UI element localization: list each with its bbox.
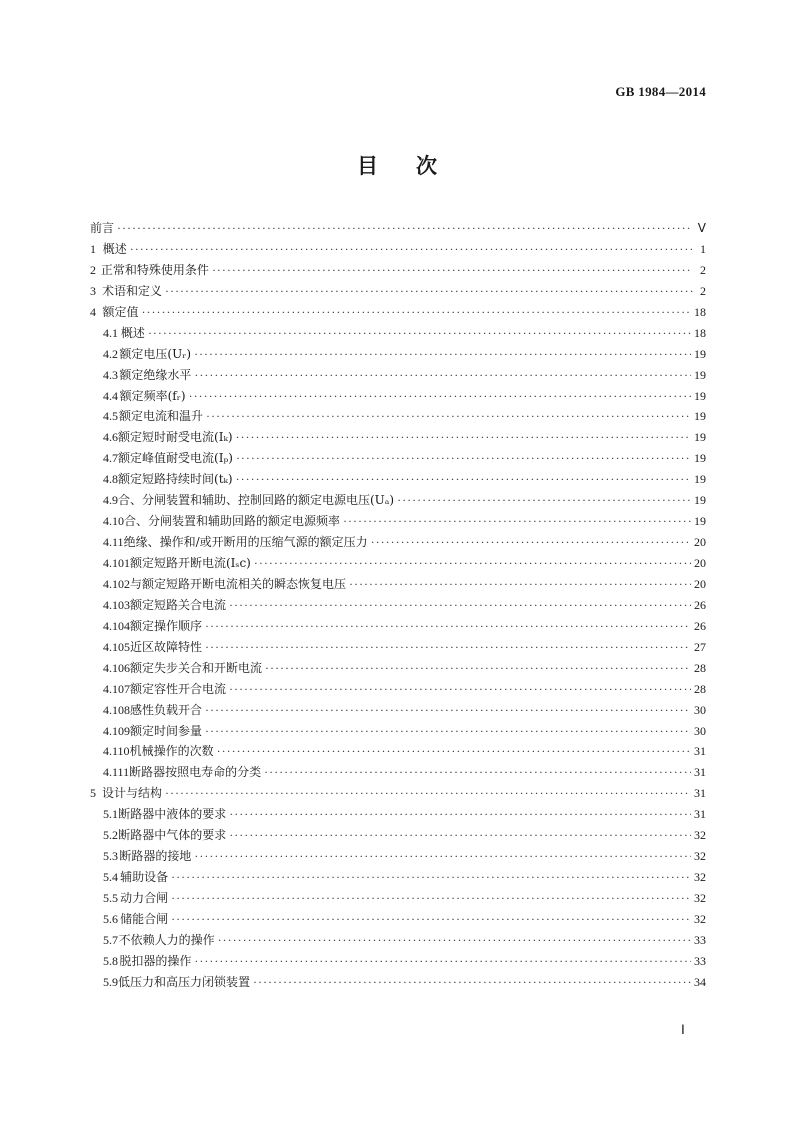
toc-entry-label: 储能合闸 (120, 911, 169, 926)
toc-leader-dots (212, 260, 693, 281)
toc-entry-page: 32 (694, 849, 706, 864)
toc-entry[interactable] (90, 281, 706, 302)
toc-leader-dots (205, 721, 691, 742)
toc-leader-dots (253, 972, 691, 993)
toc-entry-label: 额定频率(fᵣ) (119, 388, 186, 403)
toc-entry-page: 31 (694, 744, 706, 759)
toc-entry-page: 30 (694, 723, 706, 738)
toc-entry-label: 额定短路持续时间(tₖ) (118, 472, 233, 487)
toc-entry-number: 5.4 (103, 870, 118, 885)
toc-entry-label: 额定短时耐受电流(Iₖ) (118, 430, 233, 445)
toc-leader-dots (349, 574, 691, 595)
toc-entry-number: 4.110 (103, 744, 130, 759)
toc-leader-dots (236, 427, 691, 448)
toc-entry-label: 近区故障特性 (130, 639, 203, 654)
toc-leader-dots (264, 762, 691, 783)
toc-entry-page: 1 (700, 241, 706, 256)
toc-entry-number: 4.111 (103, 765, 130, 780)
toc-entry[interactable] (90, 825, 706, 846)
toc-entry-label: 合、分闸装置和辅助、控制回路的额定电源电压(Uₐ) (118, 493, 395, 508)
toc-entry[interactable] (90, 741, 706, 762)
toc-leader-dots (397, 490, 691, 511)
toc-entry[interactable] (90, 658, 706, 679)
toc-leader-dots (229, 679, 691, 700)
toc-entry-page: 19 (694, 430, 706, 445)
toc-entry[interactable] (90, 574, 706, 595)
toc-leader-dots (171, 867, 691, 888)
toc-entry-page: 20 (694, 556, 706, 570)
toc-entry[interactable] (90, 783, 706, 804)
toc-entry-page: 30 (694, 702, 706, 717)
toc-entry-number: 4 (90, 304, 96, 319)
toc-entry-label: 与额定短路开断电流相关的瞬态恢复电压 (130, 576, 347, 591)
toc-entry-page: 18 (694, 304, 706, 319)
toc-entry-label: 额定失步关合和开断电流 (130, 660, 263, 675)
toc-list (90, 218, 706, 993)
toc-entry-number: 4.1 (103, 325, 118, 340)
toc-entry-page: 28 (694, 681, 706, 696)
toc-entry-label: 动力合闸 (120, 891, 169, 905)
toc-entry-page: 20 (694, 535, 706, 550)
toc-entry-number: 4.106 (103, 660, 130, 675)
toc-entry[interactable] (90, 951, 706, 972)
toc-entry-label: 感性负载开合 (130, 702, 203, 717)
toc-entry[interactable] (90, 867, 706, 888)
toc-leader-dots (254, 553, 691, 574)
toc-entry-number: 4.6 (103, 430, 118, 445)
toc-entry-label: 不依赖人力的操作 (118, 932, 215, 947)
toc-entry-number: 4.11 (103, 535, 124, 550)
toc-entry-label: 额定短路开断电流(Iₛc) (130, 556, 251, 570)
toc-title-char-2: 次 (416, 153, 437, 178)
toc-entry-number: 5.1 (103, 807, 118, 822)
toc-leader-dots (117, 218, 693, 239)
toc-entry[interactable] (90, 344, 706, 365)
toc-entry-number: 4.101 (103, 556, 130, 570)
toc-entry-number: 5.7 (103, 932, 118, 947)
toc-leader-dots (194, 344, 691, 365)
page-number-footer: Ⅰ (681, 1022, 685, 1037)
toc-leader-dots (206, 406, 691, 427)
toc-entry-label: 额定绝缘水平 (119, 367, 192, 382)
toc-entry[interactable] (90, 930, 706, 951)
toc-entry-page: Ⅴ (697, 221, 706, 235)
toc-entry-label: 低压力和高压力闭锁装置 (118, 974, 251, 989)
toc-entry-label: 术语和定义 (101, 283, 162, 298)
toc-leader-dots (229, 825, 691, 846)
toc-entry[interactable] (90, 490, 706, 511)
toc-entry-page: 19 (694, 472, 706, 487)
toc-title-char-1: 目 (357, 153, 378, 178)
toc-leader-dots (194, 846, 691, 867)
toc-entry[interactable] (90, 427, 706, 448)
toc-entry-page: 19 (694, 514, 706, 529)
toc-entry-label: 额定操作顺序 (130, 618, 203, 633)
toc-entry[interactable] (90, 218, 706, 239)
toc-entry-label: 额定值 (102, 304, 139, 319)
toc-entry-label: 断路器按照电寿命的分类 (129, 765, 262, 780)
toc-entry-page: 31 (694, 786, 706, 801)
toc-entry-number: 4.103 (103, 597, 130, 612)
toc-entry[interactable] (90, 679, 706, 700)
toc-entry[interactable] (90, 804, 706, 825)
toc-leader-dots (148, 323, 691, 344)
toc-entry-label: 脱扣器的操作 (119, 953, 192, 968)
toc-leader-dots (171, 909, 691, 930)
toc-entry-label: 机械操作的次数 (129, 744, 214, 759)
toc-entry-page: 26 (694, 618, 706, 633)
toc-entry[interactable] (90, 972, 706, 993)
toc-entry-number: 5.6 (103, 911, 118, 926)
toc-entry-label: 正常和特殊使用条件 (100, 262, 209, 277)
toc-entry-number: 1 (90, 241, 96, 256)
toc-entry-number: 5.9 (103, 974, 118, 989)
toc-entry-number: 5.3 (103, 849, 118, 864)
toc-entry[interactable] (90, 511, 706, 532)
toc-entry-number: 3 (90, 283, 96, 298)
toc-leader-dots (218, 930, 691, 951)
toc-entry-number: 4.8 (103, 472, 118, 487)
toc-leader-dots (165, 783, 691, 804)
toc-entry-page: 28 (694, 660, 706, 675)
toc-entry-page: 19 (694, 346, 706, 361)
toc-entry-page: 19 (694, 493, 706, 508)
toc-entry-page: 33 (694, 932, 706, 947)
toc-entry[interactable] (90, 637, 706, 658)
toc-entry[interactable] (90, 721, 706, 742)
toc-leader-dots (265, 658, 691, 679)
toc-entry-number: 5.8 (103, 953, 118, 968)
toc-entry-number: 4.107 (103, 681, 130, 696)
toc-entry-label: 额定容性开合电流 (130, 681, 227, 696)
toc-entry-number: 4.104 (103, 618, 130, 633)
toc-leader-dots (130, 239, 693, 260)
toc-entry-page: 20 (694, 576, 706, 591)
toc-entry-number: 5.5 (103, 891, 118, 905)
toc-entry-label: 概述 (120, 325, 145, 340)
toc-entry-number: 2 (90, 262, 96, 277)
toc-entry-label: 额定短路关合电流 (130, 597, 227, 612)
toc-entry-label: 额定电压(Uᵣ) (119, 346, 192, 361)
toc-leader-dots (205, 700, 691, 721)
toc-entry-page: 2 (700, 262, 706, 277)
toc-entry-page: 31 (694, 807, 706, 822)
toc-entry[interactable] (90, 616, 706, 637)
toc-entry-label: 辅助设备 (120, 870, 169, 885)
toc-entry-number: 4.7 (103, 451, 118, 466)
toc-entry[interactable] (90, 302, 706, 323)
toc-entry[interactable] (90, 909, 706, 930)
toc-entry-number: 4.102 (103, 576, 130, 591)
toc-entry[interactable] (90, 239, 706, 260)
toc-entry-page: 2 (700, 283, 706, 298)
toc-entry[interactable] (90, 406, 706, 427)
toc-entry-label: 额定峰值耐受电流(Iₚ) (118, 451, 233, 466)
toc-entry-number: 4.5 (103, 409, 118, 424)
toc-leader-dots (194, 365, 691, 386)
toc-entry[interactable] (90, 700, 706, 721)
toc-entry[interactable] (90, 386, 706, 407)
toc-entry[interactable] (90, 888, 706, 909)
toc-entry-page: 19 (694, 451, 706, 466)
toc-entry-label: 前言 (90, 221, 115, 235)
toc-entry-page: 31 (694, 765, 706, 780)
toc-entry-number: 4.10 (103, 514, 124, 529)
toc-title (0, 150, 794, 180)
toc-entry-page: 19 (694, 367, 706, 382)
toc-leader-dots (217, 741, 691, 762)
toc-leader-dots (171, 888, 691, 909)
toc-entry-number: 4.3 (103, 367, 118, 382)
toc-leader-dots (343, 511, 691, 532)
toc-entry-page: 18 (694, 325, 706, 340)
toc-entry[interactable] (90, 448, 706, 469)
toc-entry-page: 26 (694, 597, 706, 612)
toc-entry[interactable] (90, 532, 706, 553)
toc-entry-label: 绝缘、操作和/或开断用的压缩气源的额定压力 (123, 535, 368, 550)
toc-entry-number: 5 (90, 786, 96, 801)
toc-entry[interactable] (90, 323, 706, 344)
toc-entry-page: 34 (694, 974, 706, 989)
toc-entry-label: 合、分闸装置和辅助回路的额定电源频率 (124, 514, 341, 529)
standard-code-header: GB 1984—2014 (615, 84, 706, 99)
toc-leader-dots (194, 951, 691, 972)
toc-entry-label: 断路器的接地 (119, 849, 192, 864)
toc-leader-dots (205, 616, 691, 637)
toc-entry-page: 19 (694, 409, 706, 424)
toc-leader-dots (229, 595, 691, 616)
toc-entry-page: 27 (694, 639, 706, 654)
toc-leader-dots (141, 302, 691, 323)
toc-entry-label: 设计与结构 (101, 786, 162, 801)
toc-entry[interactable] (90, 469, 706, 490)
toc-entry-number: 5.2 (103, 828, 118, 843)
toc-entry-number: 4.4 (103, 388, 118, 403)
toc-entry-page: 32 (694, 911, 706, 926)
toc-leader-dots (236, 469, 691, 490)
toc-entry-label: 额定电流和温升 (119, 409, 204, 424)
toc-entry-page: 32 (694, 891, 706, 905)
toc-entry-label: 断路器中液体的要求 (118, 807, 227, 822)
toc-entry[interactable] (90, 846, 706, 867)
toc-leader-dots (236, 448, 691, 469)
toc-entry-number: 4.109 (103, 723, 130, 738)
toc-leader-dots (165, 281, 693, 302)
toc-entry-page: 19 (694, 388, 706, 403)
toc-entry-number: 4.9 (103, 493, 118, 508)
toc-leader-dots (371, 532, 691, 553)
toc-entry[interactable] (90, 553, 706, 574)
toc-entry-page: 32 (694, 870, 706, 885)
toc-entry[interactable] (90, 365, 706, 386)
toc-entry-number: 4.2 (103, 346, 118, 361)
toc-entry-label: 概述 (102, 241, 127, 256)
toc-entry[interactable] (90, 595, 706, 616)
toc-entry[interactable] (90, 762, 706, 783)
toc-entry-page: 33 (694, 953, 706, 968)
toc-entry[interactable] (90, 260, 706, 281)
toc-entry-label: 额定时间参量 (130, 723, 203, 738)
toc-entry-page: 32 (694, 828, 706, 843)
toc-leader-dots (189, 386, 691, 407)
toc-entry-label: 断路器中气体的要求 (118, 828, 227, 843)
toc-entry-number: 4.108 (103, 702, 130, 717)
toc-leader-dots (229, 804, 691, 825)
toc-entry-number: 4.105 (103, 639, 130, 654)
toc-leader-dots (205, 637, 691, 658)
